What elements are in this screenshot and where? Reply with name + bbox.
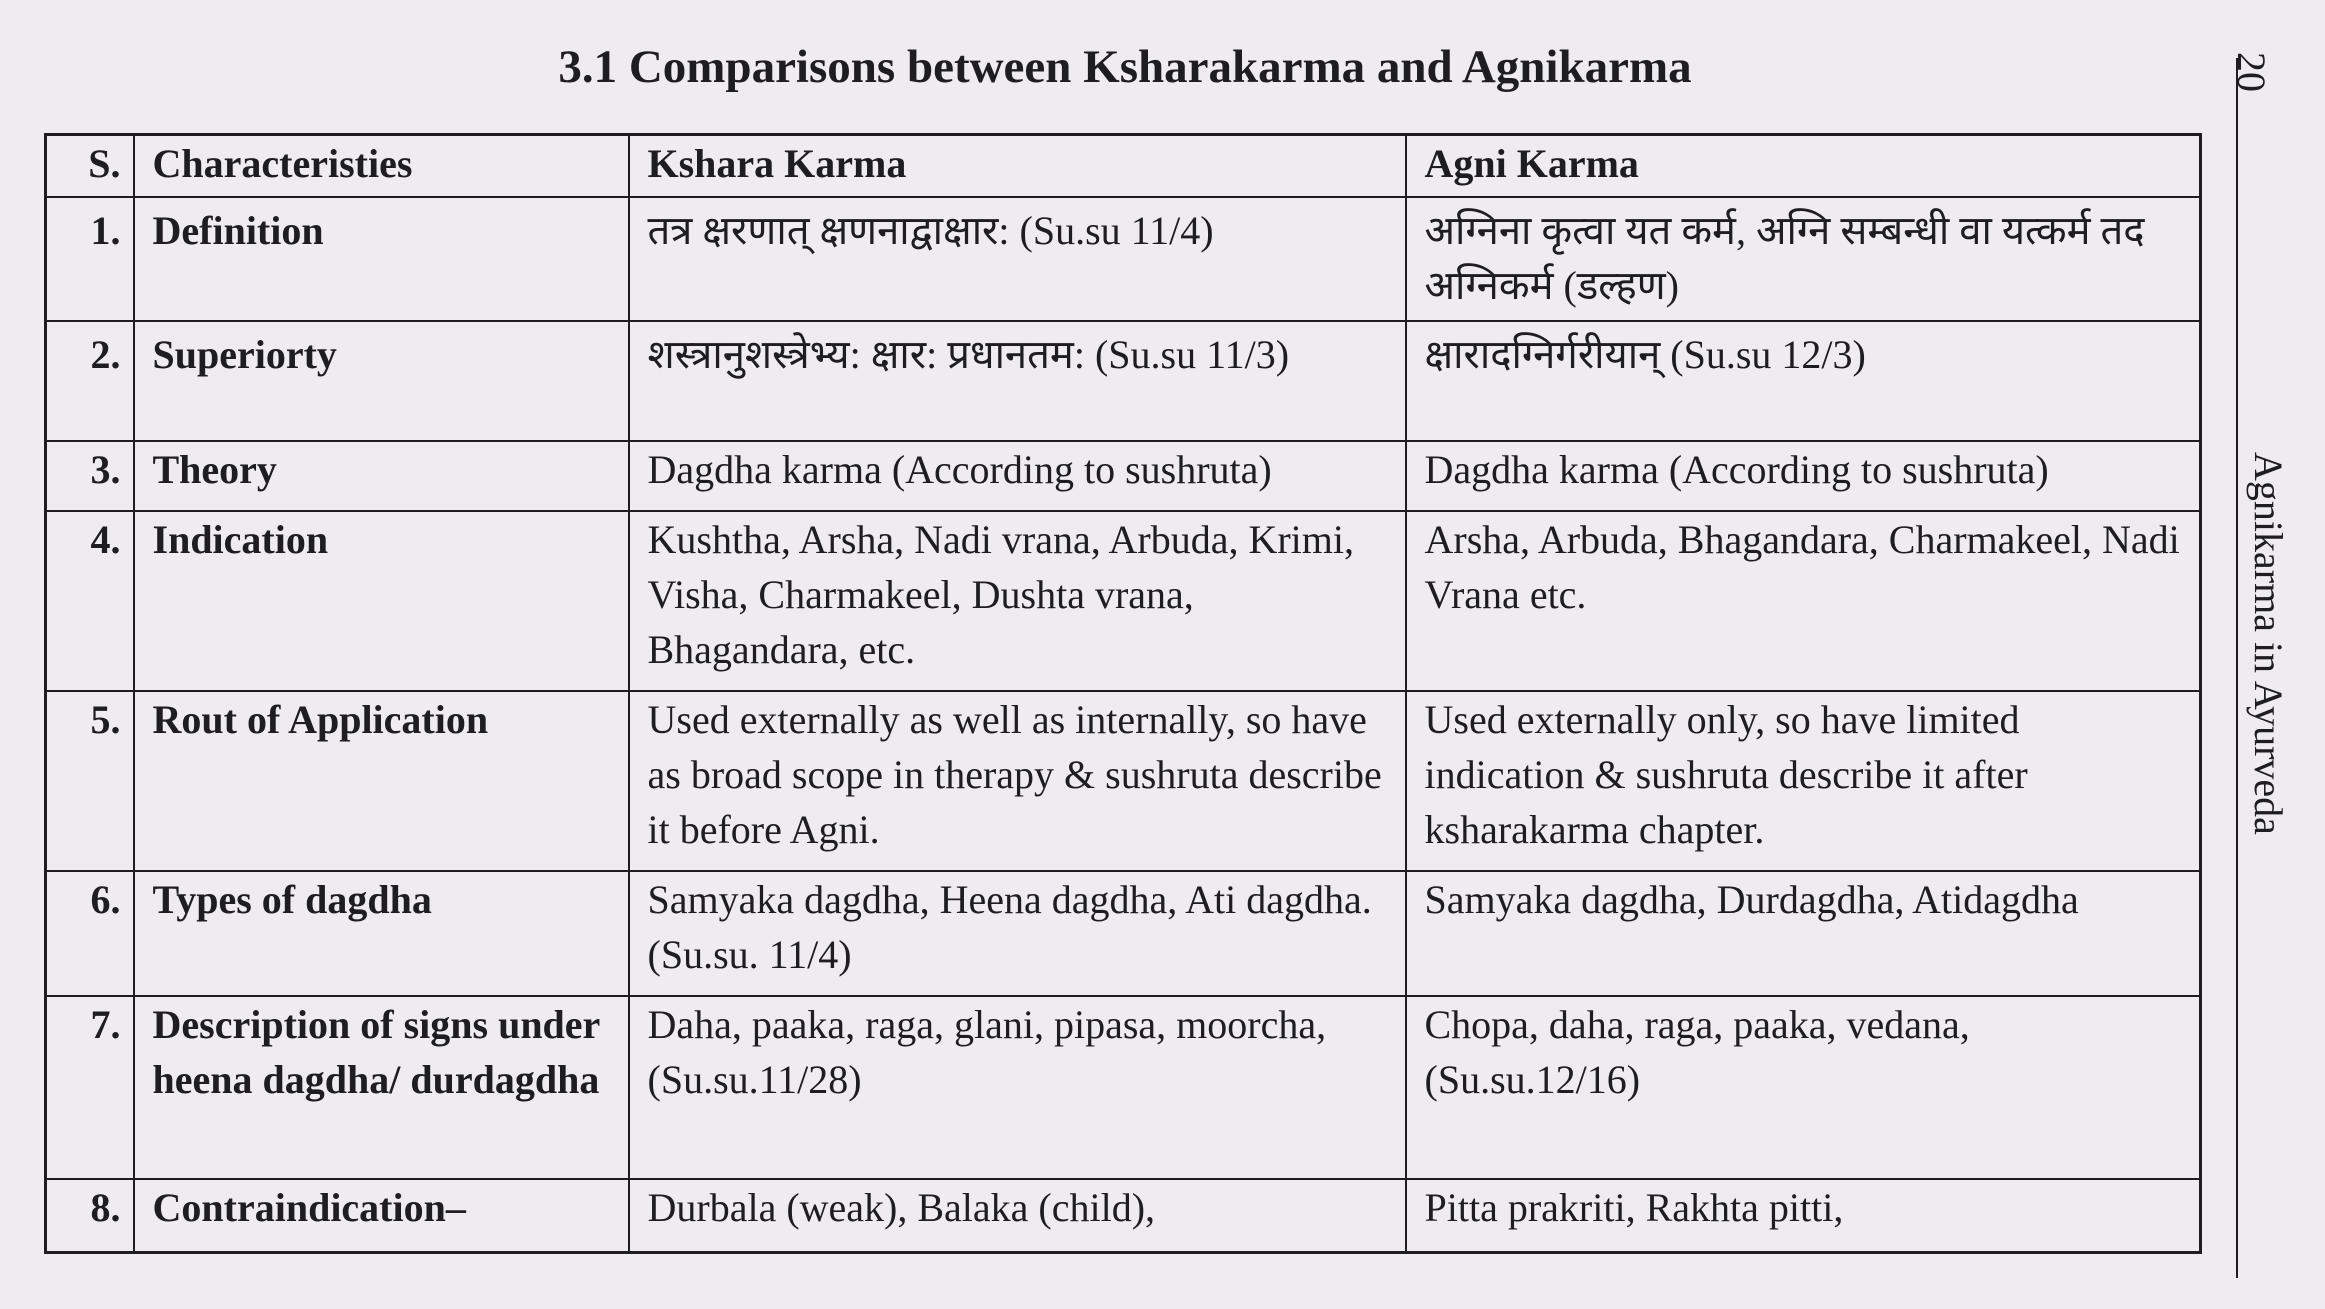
row-agni: अग्निना कृत्वा यत कर्म, अग्नि सम्बन्धी वा यत्कर्म तद अग्निकर्म (डल्हण)	[1406, 197, 2201, 321]
margin-rule	[2236, 58, 2238, 1278]
table-row	[46, 871, 2201, 996]
table-row	[46, 691, 2201, 871]
row-agni: Pitta prakriti, Rakhta pitti,	[1406, 1179, 2201, 1253]
row-kshara: तत्र क्षरणात् क्षणनाद्वाक्षार: (Su.su 11/4)	[629, 197, 1406, 321]
row-kshara: Durbala (weak), Balaka (child),	[629, 1179, 1406, 1253]
row-agni: Arsha, Arbuda, Bhagandara, Charmakeel, Nadi Vrana etc.	[1406, 511, 2201, 691]
table-row	[46, 996, 2201, 1179]
row-kshara: शस्त्रानुशस्त्रेभ्य: क्षार: प्रधानतम: (Su.su 11/3)	[629, 321, 1406, 441]
comparison-table	[44, 133, 2202, 1254]
header-agni-karma: Agni Karma	[1406, 135, 2201, 197]
row-agni: क्षारादग्निर्गरीयान् (Su.su 12/3)	[1406, 321, 2201, 441]
running-head: Agnikarma in Ayurveda	[2246, 452, 2291, 835]
row-number: 1.	[46, 197, 134, 321]
row-number: 3.	[46, 441, 134, 511]
row-agni: Used externally only, so have limited indication & sushruta describe it after ksharakarma chapter.	[1406, 691, 2201, 871]
header-kshara-karma: Kshara Karma	[629, 135, 1406, 197]
row-number: 6.	[46, 871, 134, 996]
row-kshara: Used externally as well as internally, so have as broad scope in therapy & sushruta describe it before Agni.	[629, 691, 1406, 871]
row-number: 2.	[46, 321, 134, 441]
table-header-row	[46, 135, 2201, 197]
row-number: 5.	[46, 691, 134, 871]
row-agni: Dagdha karma (According to sushruta)	[1406, 441, 2201, 511]
table-row	[46, 1179, 2201, 1253]
row-characteristic: Description of signs under heena dagdha/ durdagdha	[134, 996, 629, 1179]
row-characteristic: Rout of Application	[134, 691, 629, 871]
row-characteristic: Indication	[134, 511, 629, 691]
row-characteristic: Definition	[134, 197, 629, 321]
row-agni: Samyaka dagdha, Durdagdha, Atidagdha	[1406, 871, 2201, 996]
row-number: 4.	[46, 511, 134, 691]
row-kshara: Dagdha karma (According to sushruta)	[629, 441, 1406, 511]
table-row	[46, 321, 2201, 441]
header-characteristics: Characteristies	[134, 135, 629, 197]
table-row	[46, 197, 2201, 321]
row-characteristic: Superiorty	[134, 321, 629, 441]
row-characteristic: Theory	[134, 441, 629, 511]
header-serial: S.	[46, 135, 134, 197]
row-number: 8.	[46, 1179, 134, 1253]
page-number: 20	[2229, 52, 2274, 92]
row-number: 7.	[46, 996, 134, 1179]
row-kshara: Samyaka dagdha, Heena dagdha, Ati dagdha. (Su.su. 11/4)	[629, 871, 1406, 996]
row-kshara: Kushtha, Arsha, Nadi vrana, Arbuda, Krimi, Visha, Charmakeel, Dushta vrana, Bhagandara, etc.	[629, 511, 1406, 691]
row-kshara: Daha, paaka, raga, glani, pipasa, moorcha, (Su.su.11/28)	[629, 996, 1406, 1179]
page-title: 3.1 Comparisons between Ksharakarma and Agnikarma	[558, 41, 1692, 93]
row-characteristic: Contraindication–	[134, 1179, 629, 1253]
row-agni: Chopa, daha, raga, paaka, vedana, (Su.su.12/16)	[1406, 996, 2201, 1179]
table-row	[46, 511, 2201, 691]
table-row	[46, 441, 2201, 511]
row-characteristic: Types of dagdha	[134, 871, 629, 996]
